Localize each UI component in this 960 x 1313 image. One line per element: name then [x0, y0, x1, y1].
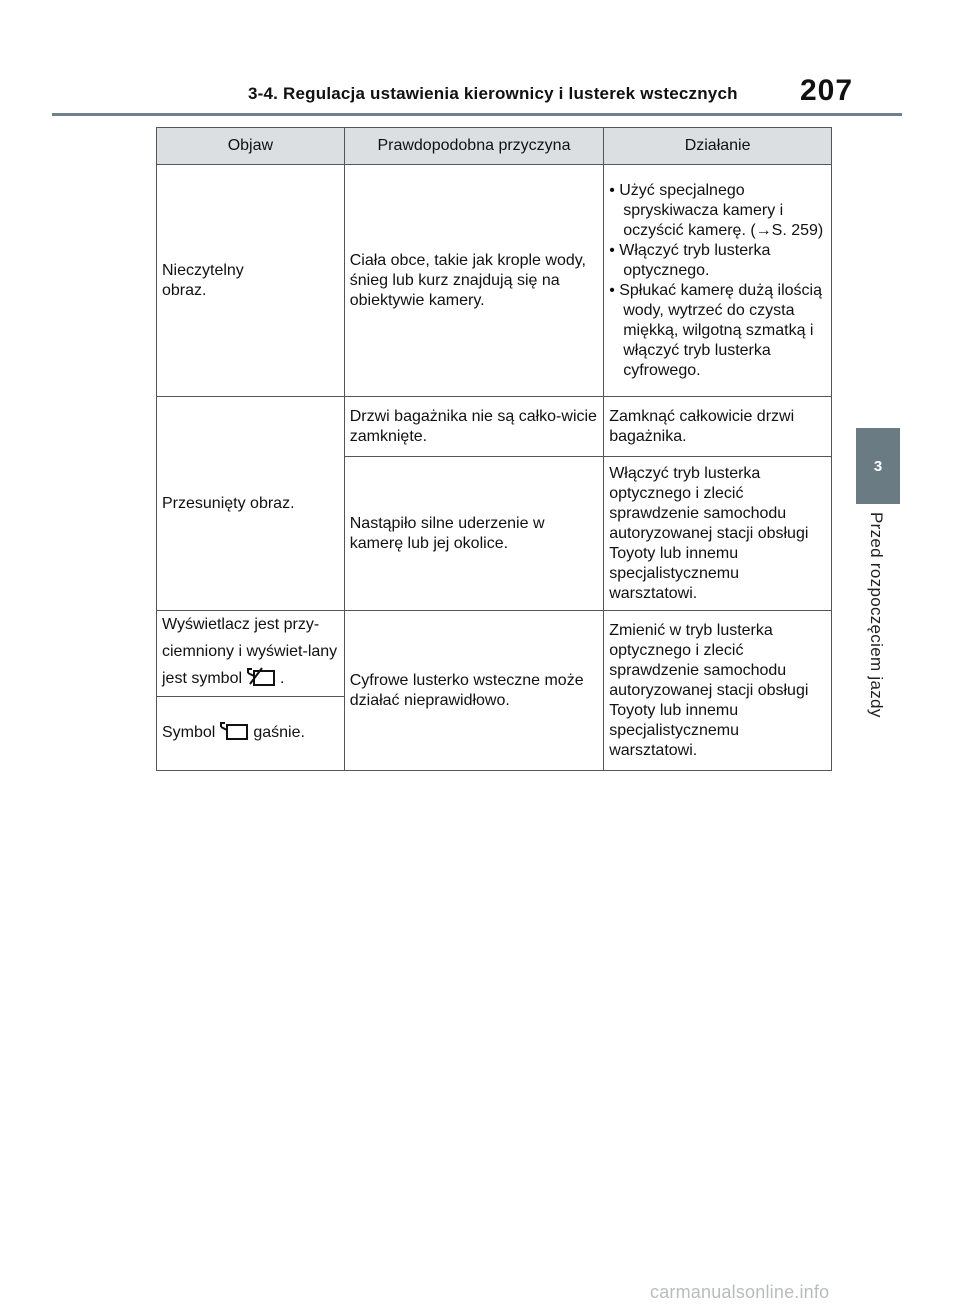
troubleshooting-table	[156, 127, 832, 771]
cause-text: Cyfrowe lusterko wsteczne może działać nieprawidłowo.	[349, 671, 584, 709]
action-text: Włączyć tryb lusterka optycznego i zlecić sprawdzenie samochodu autoryzowanej stacji obsługi Toyoty lub innemu specjalistycznemu warsztatowi.	[609, 464, 809, 602]
action-text: Zmienić w tryb lusterka optycznego i zlecić sprawdzenie samochodu autoryzowanej stacji obsługi Toyoty lub innemu specjalistycznemu warsztatowi.	[609, 621, 809, 759]
symptom-cell	[157, 397, 345, 611]
action-text: Użyć specjalnego spryskiwacza kamery i oczyścić kamerę. (→S. 259)	[619, 181, 824, 239]
action-cell	[604, 611, 832, 771]
symptom-text-part: .	[280, 670, 285, 687]
cause-text: Drzwi bagażnika nie są całko-wicie zamknięte.	[349, 407, 597, 445]
action-list	[609, 181, 826, 381]
chapter-tab	[856, 428, 900, 504]
table-row	[157, 397, 832, 457]
cause-cell	[344, 611, 603, 771]
chapter-number: 3	[873, 457, 883, 475]
page-number: 207	[800, 74, 854, 107]
cause-cell	[344, 397, 603, 457]
symptom-text-part: Symbol	[162, 723, 216, 741]
header-symptom: Objaw	[157, 128, 345, 165]
table-row	[157, 165, 832, 397]
section-title: 3-4. Regulacja ustawienia kierownicy i lusterek wstecznych	[248, 84, 738, 103]
symptom-text	[162, 611, 339, 696]
symptom-text-part: Wyświetlacz jest przy-ciemniony i wyświet-lany jest symbol	[162, 616, 338, 687]
header-action: Działanie	[604, 128, 832, 165]
cause-text: Ciała obce, takie jak krople wody, śnieg lub kurz znajdują się na obiektywie kamery.	[349, 251, 586, 309]
symptom-text	[162, 721, 339, 747]
camera-icon	[219, 721, 249, 747]
symptom-text: Nieczytelny obraz.	[162, 261, 244, 299]
symptom-cell	[157, 611, 345, 697]
watermark: carmanualsonline.info	[650, 1282, 830, 1302]
symptom-cell	[157, 697, 345, 771]
header-cause: Prawdopodobna przyczyna	[344, 128, 603, 165]
chapter-label: Przed rozpoczęciem jazdy	[867, 512, 886, 718]
camera-warning-icon	[246, 667, 276, 696]
list-item: • Włączyć tryb lusterka optycznego.	[609, 241, 771, 279]
action-text: Spłukać kamerę dużą ilością wody, wytrzeć do czysta miękką, wilgotną szmatką i włączyć tryb lusterka cyfrowego.	[619, 281, 822, 379]
action-text: Zamknąć całkowicie drzwi bagażnika.	[609, 407, 795, 445]
symptom-text-part: gaśnie.	[253, 723, 305, 741]
cause-cell	[344, 457, 603, 611]
action-cell	[604, 457, 832, 611]
cause-text: Nastąpiło silne uderzenie w kamerę lub jej okolice.	[349, 514, 545, 552]
action-cell	[604, 165, 832, 397]
header-divider	[52, 113, 902, 116]
list-item: • Spłukać kamerę dużą ilością wody, wytrzeć do czysta miękką, wilgotną szmatką i włączyć tryb lusterka cyfrowego.	[609, 281, 822, 379]
symptom-cell	[157, 165, 345, 397]
table-row	[157, 611, 832, 697]
symptom-text: Przesunięty obraz.	[162, 494, 295, 512]
action-text: Włączyć tryb lusterka optycznego.	[619, 241, 771, 279]
table-header-row	[157, 128, 832, 165]
action-cell	[604, 397, 832, 457]
cause-cell	[344, 165, 603, 397]
list-item: • Użyć specjalnego spryskiwacza kamery i oczyścić kamerę. (→S. 259)	[609, 181, 824, 239]
